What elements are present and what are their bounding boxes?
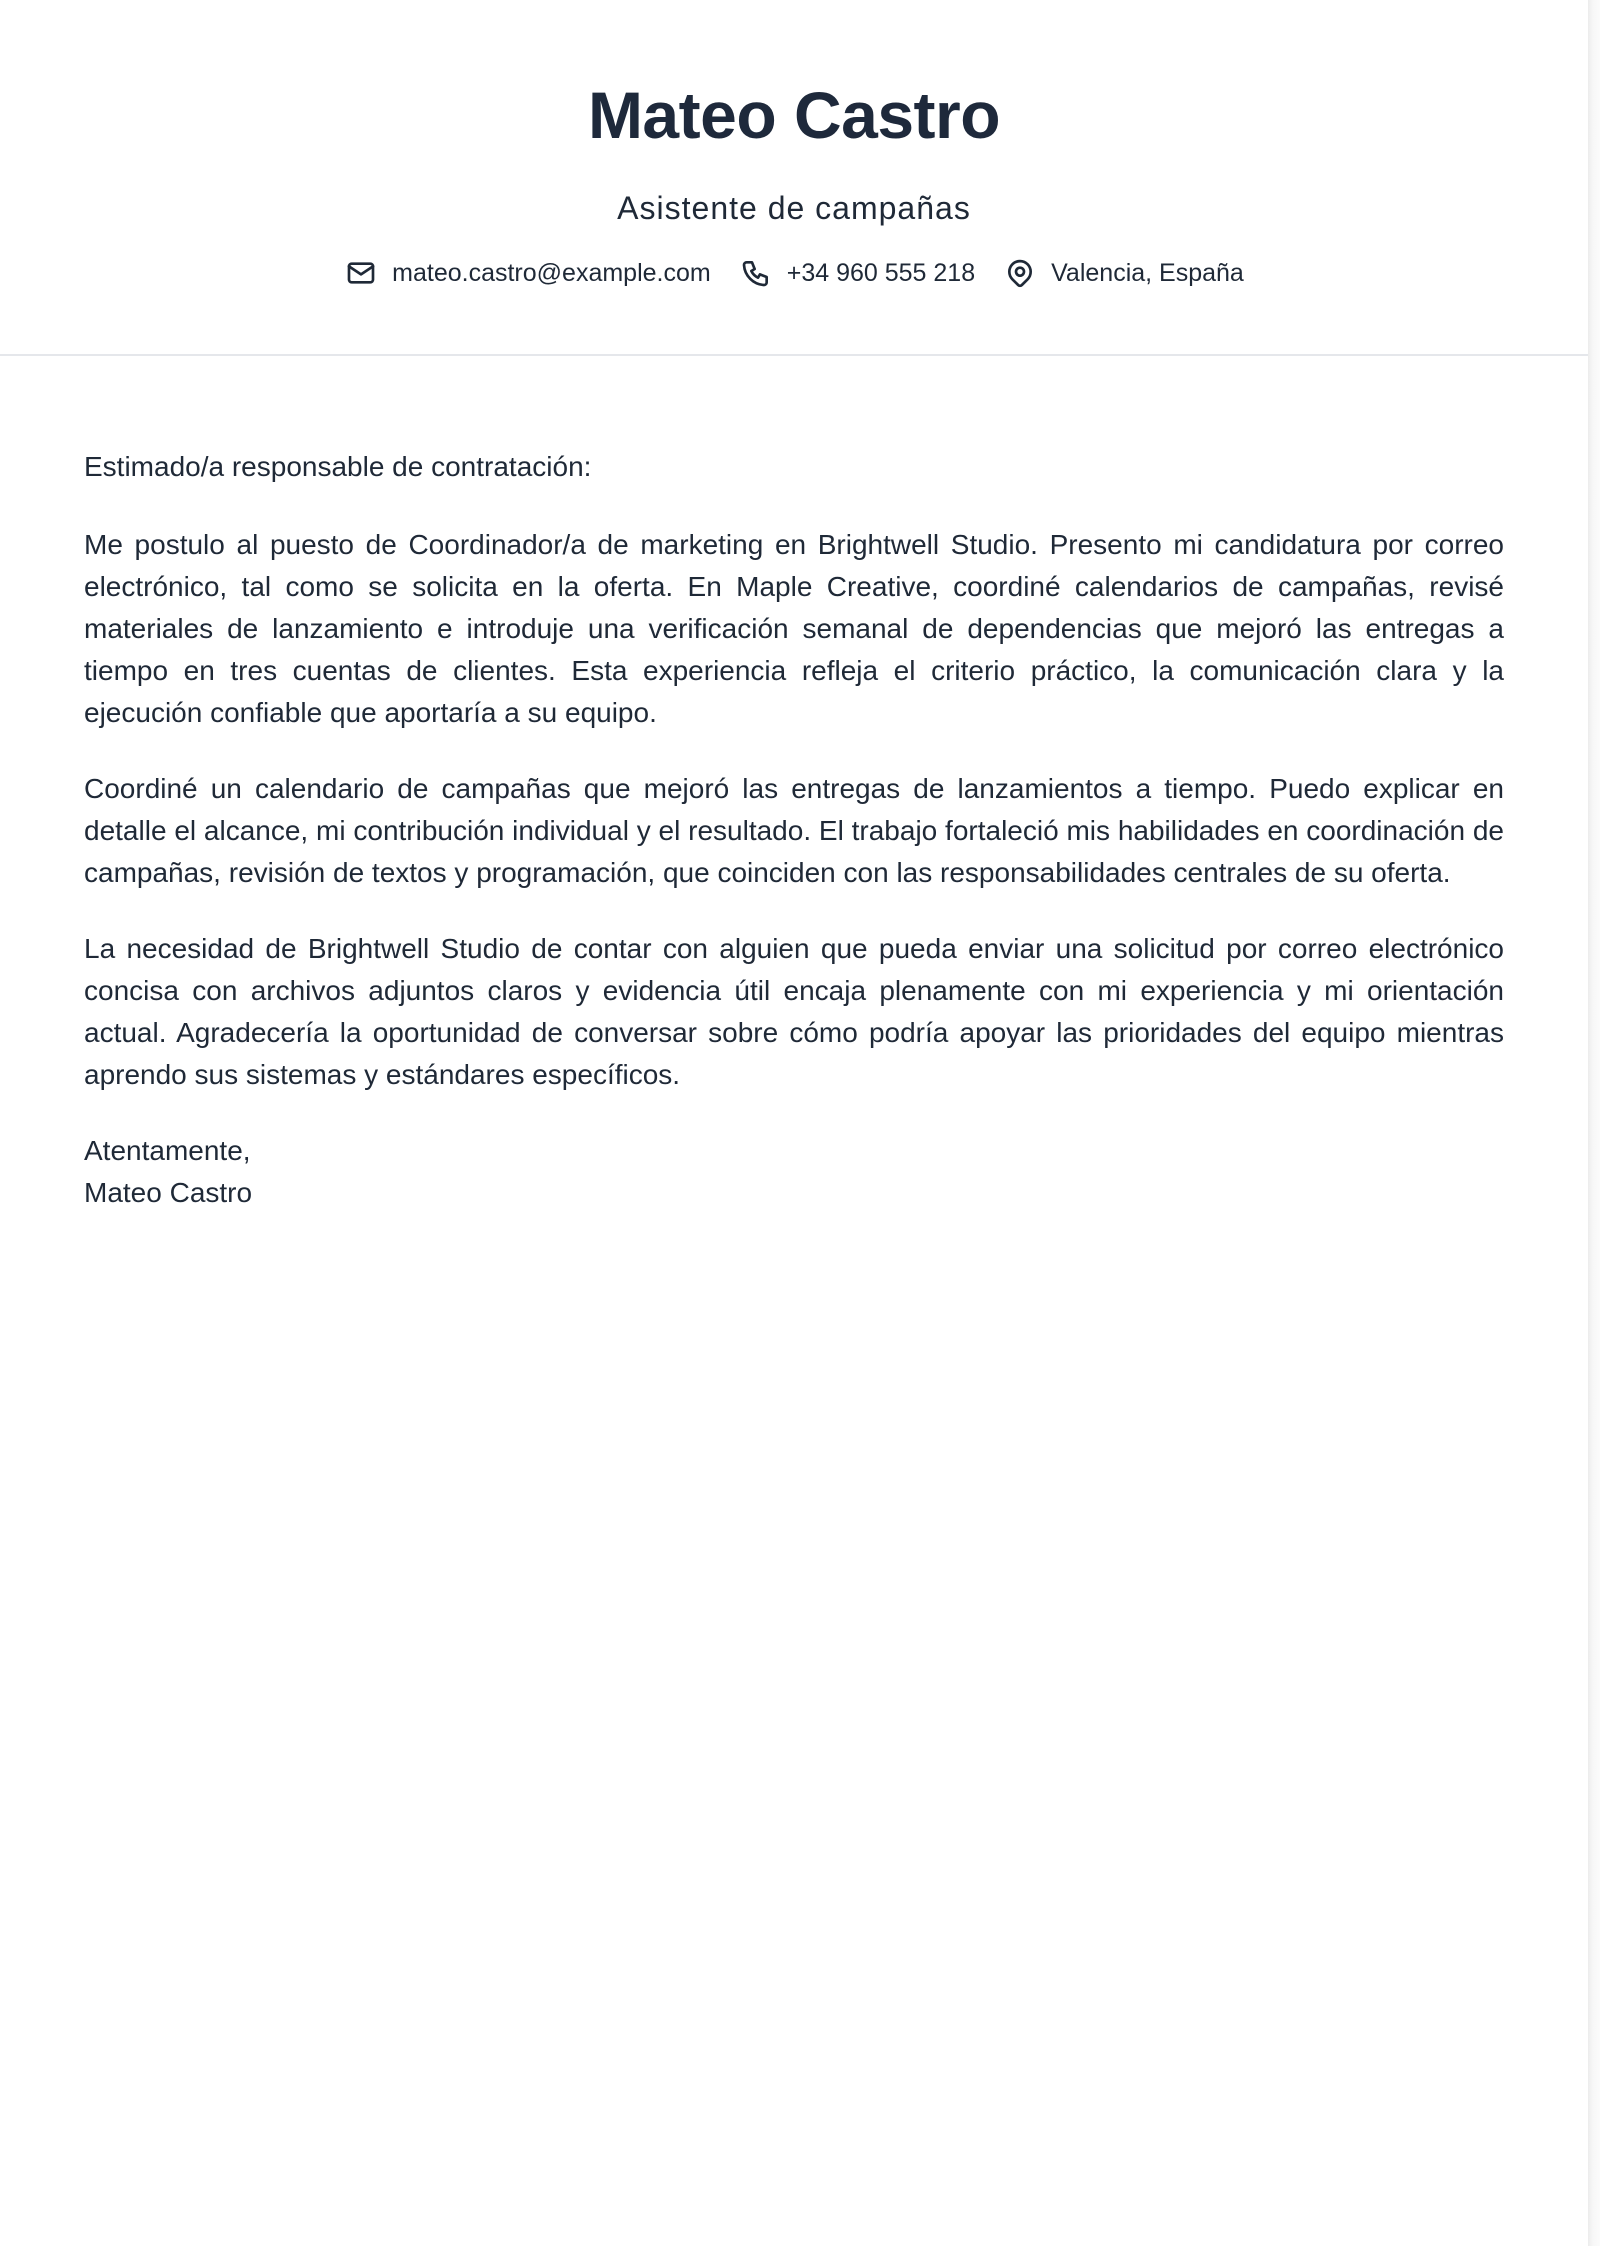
contact-location — [1003, 256, 1244, 290]
contact-phone-text: +34 960 555 218 — [786, 259, 976, 287]
letter-closing — [84, 1130, 1504, 1214]
map-pin-icon — [1003, 256, 1037, 290]
letter-paragraph-1: Me postulo al puesto de Coordinador/a de marketing en Brightwell Studio. Presento mi candidatura por correo electrónico, tal como se solicita en la oferta. En Maple Creative, coordiné calendarios de campañas, revisé materiales de lanzamiento e introduje una verificación semanal de dependencias que mejoró las entregas a tiempo en tres cuentas de clientes. Esta experiencia refleja el criterio práctico, la comunicación clara y la ejecución confiable que aportaría a su equipo. — [84, 529, 1504, 728]
applicant-role: Asistente de campañas — [617, 190, 971, 226]
letter-greeting: Estimado/a responsable de contratación: — [84, 451, 592, 482]
contact-email[interactable] — [344, 256, 711, 290]
contact-email-text: mateo.castro@example.com — [392, 259, 711, 287]
letter-paragraph-3: La necesidad de Brightwell Studio de contar con alguien que pueda enviar una solicitud por correo electrónico concisa con archivos adjuntos claros y evidencia útil encaja plenamente con mi experiencia y mi orientación actual. Agradecería la oportunidad de conversar sobre cómo podría apoyar las prioridades del equipo mientras aprendo sus sistemas y estándares específicos. — [84, 933, 1504, 1090]
signature-name: Mateo Castro — [84, 1177, 253, 1208]
letter-body — [0, 356, 1588, 1214]
contact-phone[interactable] — [739, 256, 975, 290]
mail-icon — [344, 256, 378, 290]
closing-text: Atentamente, — [84, 1135, 251, 1166]
applicant-name: Mateo Castro — [587, 78, 1001, 152]
contact-location-text: Valencia, España — [1051, 259, 1244, 287]
page-edge-shadow — [1588, 0, 1600, 2246]
letter-paragraph-2: Coordiné un calendario de campañas que mejoró las entregas de lanzamientos a tiempo. Puedo explicar en detalle el alcance, mi contribución individual y el resultado. El trabajo fortaleció mis habilidades en coordinación de campañas, revisión de textos y programación, que coinciden con las responsabilidades centrales de su oferta. — [84, 773, 1504, 888]
letter-header — [0, 0, 1588, 356]
phone-icon — [739, 256, 773, 290]
contact-info — [0, 256, 1588, 290]
